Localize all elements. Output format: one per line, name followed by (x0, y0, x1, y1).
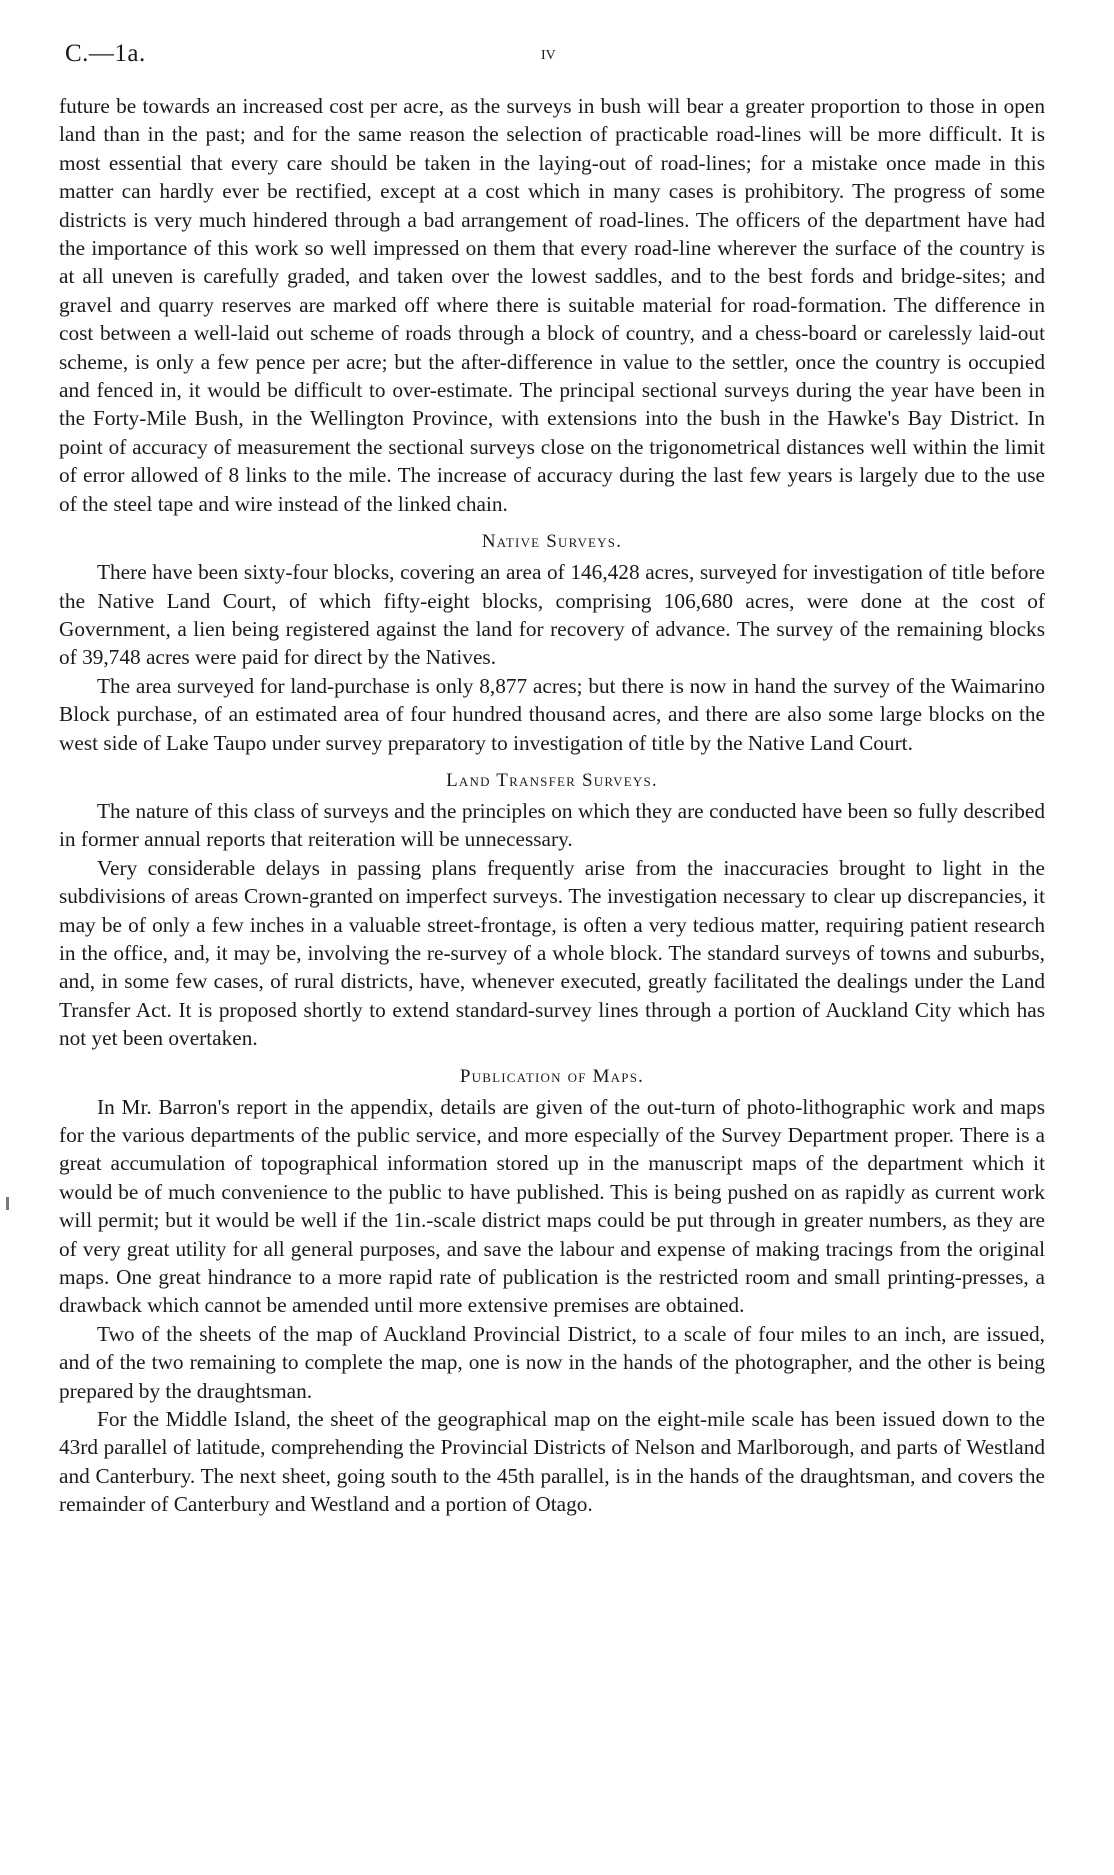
paragraph: The area surveyed for land-purchase is only 8,877 acres; but there is now in hand the survey of the Waimarino Block purchase, of an estimated area of four hundred thousand acres, and there are also some large blocks on the west side of Lake Taupo under survey preparatory to investigation of title by the Native Land Court. (59, 673, 1045, 755)
section-heading: Native Surveys. (481, 531, 623, 553)
page-number: iv (541, 42, 556, 64)
paragraph: The nature of this class of surveys and the principles on which they are conducted have been so fully described in former annual reports that reiteration will be unnecessary. (59, 798, 1045, 852)
paragraph: Very considerable delays in passing plans frequently arise from the inaccuracies brought to light in the subdivisions of areas Crown-granted on imperfect surveys. The investigation necessary to clear up discrepancies, it may be of only a few inches in a valuable street-frontage, is often a very tedious matter, requiring patient research in the office, and, it may be, involving the re-survey of a whole block. The standard surveys of towns and suburbs, and, in some few cases, of rural districts, have, whenever executed, greatly facilitated the dealings under the Land Transfer Act. It is proposed shortly to extend standard-survey lines through a portion of Auckland City which has not yet been overtaken. (59, 855, 1045, 1051)
section-heading: Publication of Maps. (459, 1065, 645, 1087)
paragraph: Two of the sheets of the map of Auckland Provincial District, to a scale of four miles to an inch, are issued, and of the two remaining to complete the map, one is now in the hands of the photographer, and the other is being prepared by the draughtsman. (59, 1321, 1045, 1403)
continued-paragraph: future be towards an increased cost per acre, as the surveys in bush will bear a greater proportion to those in open land than in the past; and for the same reason the selection of practicable road-lines will be more difficult. It is most essential that every care should be taken in the laying-out of road-lines; for a mistake once made in this matter can hardly ever be rectified, except at a cost which in many cases is prohibitory. The progress of some districts is very much hindered through a bad arrangement of road-lines. The officers of the department have had the importance of this work so well impressed on them that every road-line wherever the surface of the country is at all uneven is carefully graded, and taken over the lowest saddles, and to the best fords and bridge-sites; and gravel and quarry reserves are marked off where there is suitable material for road-formation. The difference in cost between a well-laid out scheme of roads through a block of country, and a chess-board or carelessly laid-out scheme, is only a few pence per acre; but the after-difference in value to the settler, once the country is occupied and fenced in, it would be difficult to over-estimate. The principal sectional surveys during the year have been in the Forty-Mile Bush, in the Wellington Province, with extensions into the bush in the Hawke's Bay District. In point of accuracy of measurement the sectional surveys close on the trigonometrical distances well within the limit of error allowed of 8 links to the mile. The increase of accuracy during the last few years is largely due to the use of the steel tape and wire instead of the linked chain. (59, 94, 1045, 516)
section-land-transfer-surveys (59, 769, 1045, 1053)
paragraph: There have been sixty-four blocks, covering an area of 146,428 acres, surveyed for investigation of title before the Native Land Court, of which fifty-eight blocks, comprising 106,680 acres, were done at the cost of Government, a lien being registered against the land for recovery of advance. The survey of the remaining blocks of 39,748 acres were paid for direct by the Natives. (59, 560, 1045, 670)
section-heading: Land Transfer Surveys. (446, 769, 658, 791)
paragraph: For the Middle Island, the sheet of the geographical map on the eight-mile scale has been issued down to the 43rd parallel of latitude, comprehending the Provincial Districts of Nelson and Marlborough, and parts of Westland and Canterbury. The next sheet, going south to the 45th parallel, is in the hands of the draughtsman, and covers the remainder of Canterbury and Westland and a portion of Otago. (59, 1407, 1045, 1517)
section-publication-of-maps (59, 1065, 1045, 1519)
section-native-surveys (59, 530, 1045, 757)
document-reference: C.—1a. (65, 40, 146, 67)
body-text (59, 92, 1045, 1519)
margin-mark (6, 1197, 9, 1210)
paragraph: In Mr. Barron's report in the appendix, details are given of the out-turn of photo-lithographic work and maps for the various departments of the public service, and more especially of the Survey Department proper. There is a great accumulation of topographical information stored up in the manuscript maps of the department which it would be of much convenience to the public to have published. This is being pushed on as rapidly as current work will permit; but it would be well if the 1in.-scale district maps could be put through in greater numbers, as they are of very great utility for all general purposes, and save the labour and expense of making tracings from the original maps. One great hindrance to a more rapid rate of publication is the restricted room and small printing-presses, a drawback which cannot be amended until more extensive premises are obtained. (59, 1094, 1045, 1318)
running-header (65, 40, 1045, 76)
